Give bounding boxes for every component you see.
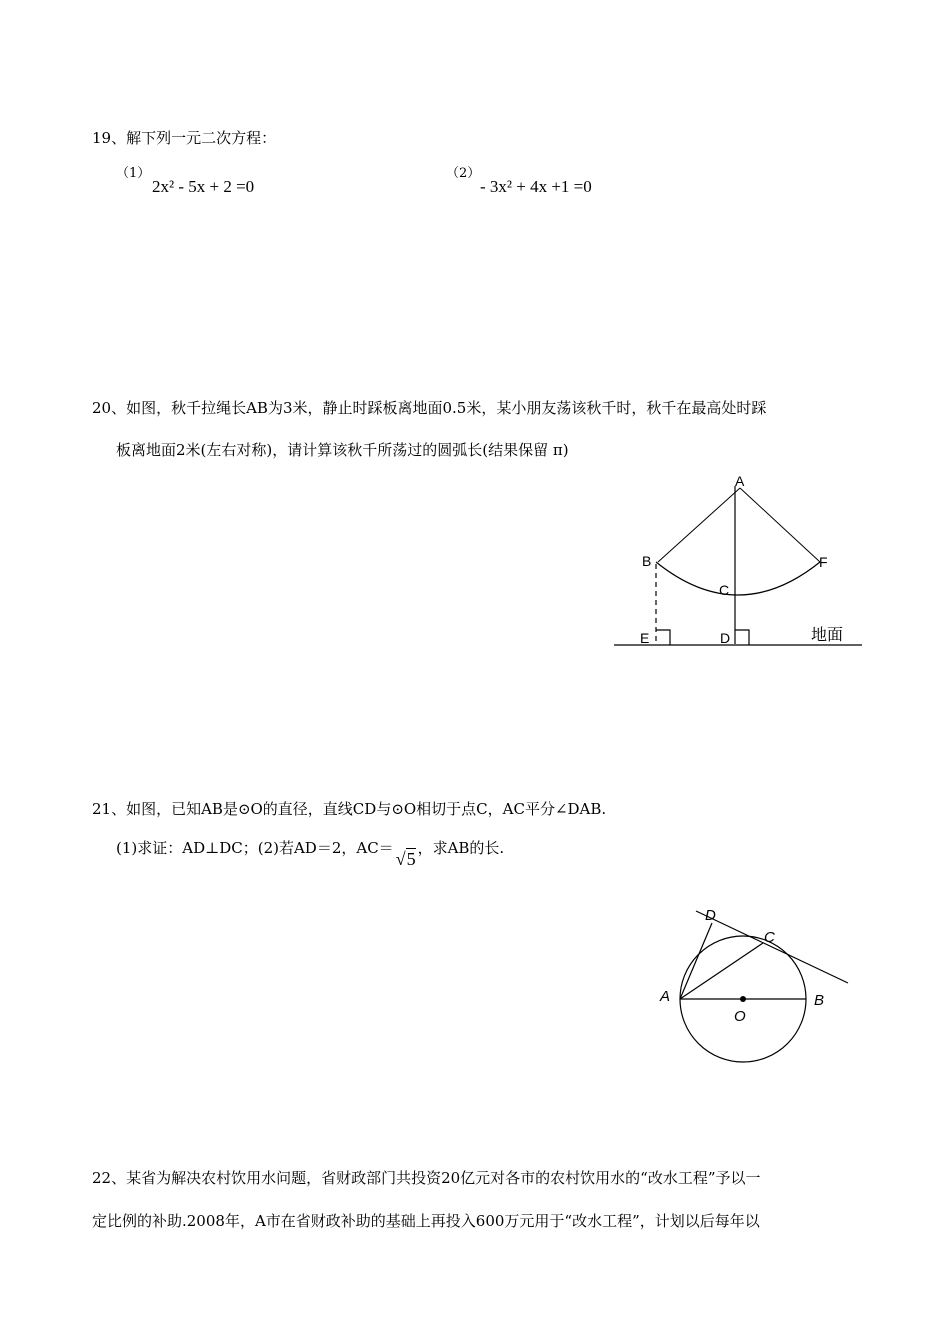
label-e: E xyxy=(640,630,650,646)
swing-figure xyxy=(600,468,880,658)
circle-figure xyxy=(650,900,860,1065)
label-d: D xyxy=(720,630,731,646)
label-c: C xyxy=(719,582,730,598)
label-a: A xyxy=(660,988,671,1005)
q21-line2 xyxy=(116,837,505,869)
q21-line1: 21、如图，已知AB是⊙O的直径，直线CD与⊙O相切于点C，AC平分∠DAB. xyxy=(92,800,607,818)
sqrt-5 xyxy=(396,849,416,869)
label-d: D xyxy=(705,907,716,924)
q19-part2-equation: - 3x² + 4x +1 =0 xyxy=(480,177,592,196)
rope-ab xyxy=(658,488,740,562)
center-dot xyxy=(740,996,746,1002)
q20-line1: 20、如图，秋千拉绳长AB为3米，静止时踩板离地面0.5米，某小朋友荡该秋千时，秋千在最高处时踩 xyxy=(92,399,767,417)
label-a: A xyxy=(735,473,745,489)
sqrt-value: 5 xyxy=(406,849,416,869)
q19-part1-equation: 2x² - 5x + 2 =0 xyxy=(152,177,255,196)
sqrt-sign: √ xyxy=(395,849,406,869)
q19-part1-label: （1） xyxy=(116,166,151,181)
q22-line1: 22、某省为解决农村饮用水问题，省财政部门共投资20亿元对各市的农村饮用水的“改水工程”予以一 xyxy=(92,1169,761,1187)
q22-line2: 定比例的补助.2008年，A市在省财政补助的基础上再投入600万元用于“改水工程”，计划以后每年以 xyxy=(92,1212,760,1230)
q21-line2-part-a: (1)求证：AD⊥DC；(2)若AD＝2，AC＝ xyxy=(116,839,394,857)
chord-ac xyxy=(680,943,763,999)
swing-arc xyxy=(656,562,820,595)
label-o: O xyxy=(734,1008,746,1025)
q19-part2-label: （2） xyxy=(446,166,481,181)
label-f: F xyxy=(819,554,828,570)
q19-title: 19、解下列一元二次方程： xyxy=(92,129,277,147)
label-c: C xyxy=(764,929,775,946)
label-b: B xyxy=(814,992,825,1009)
q20-line2: 板离地面2米(左右对称)，请计算该秋千所荡过的圆弧长(结果保留 π) xyxy=(116,441,569,459)
q21-line2-part-b: ，求AB的长. xyxy=(417,839,505,857)
right-angle-e xyxy=(656,630,670,645)
label-b: B xyxy=(642,553,652,569)
label-ground: 地面 xyxy=(811,627,844,644)
rope-af xyxy=(740,488,820,562)
right-angle-d xyxy=(735,630,749,645)
